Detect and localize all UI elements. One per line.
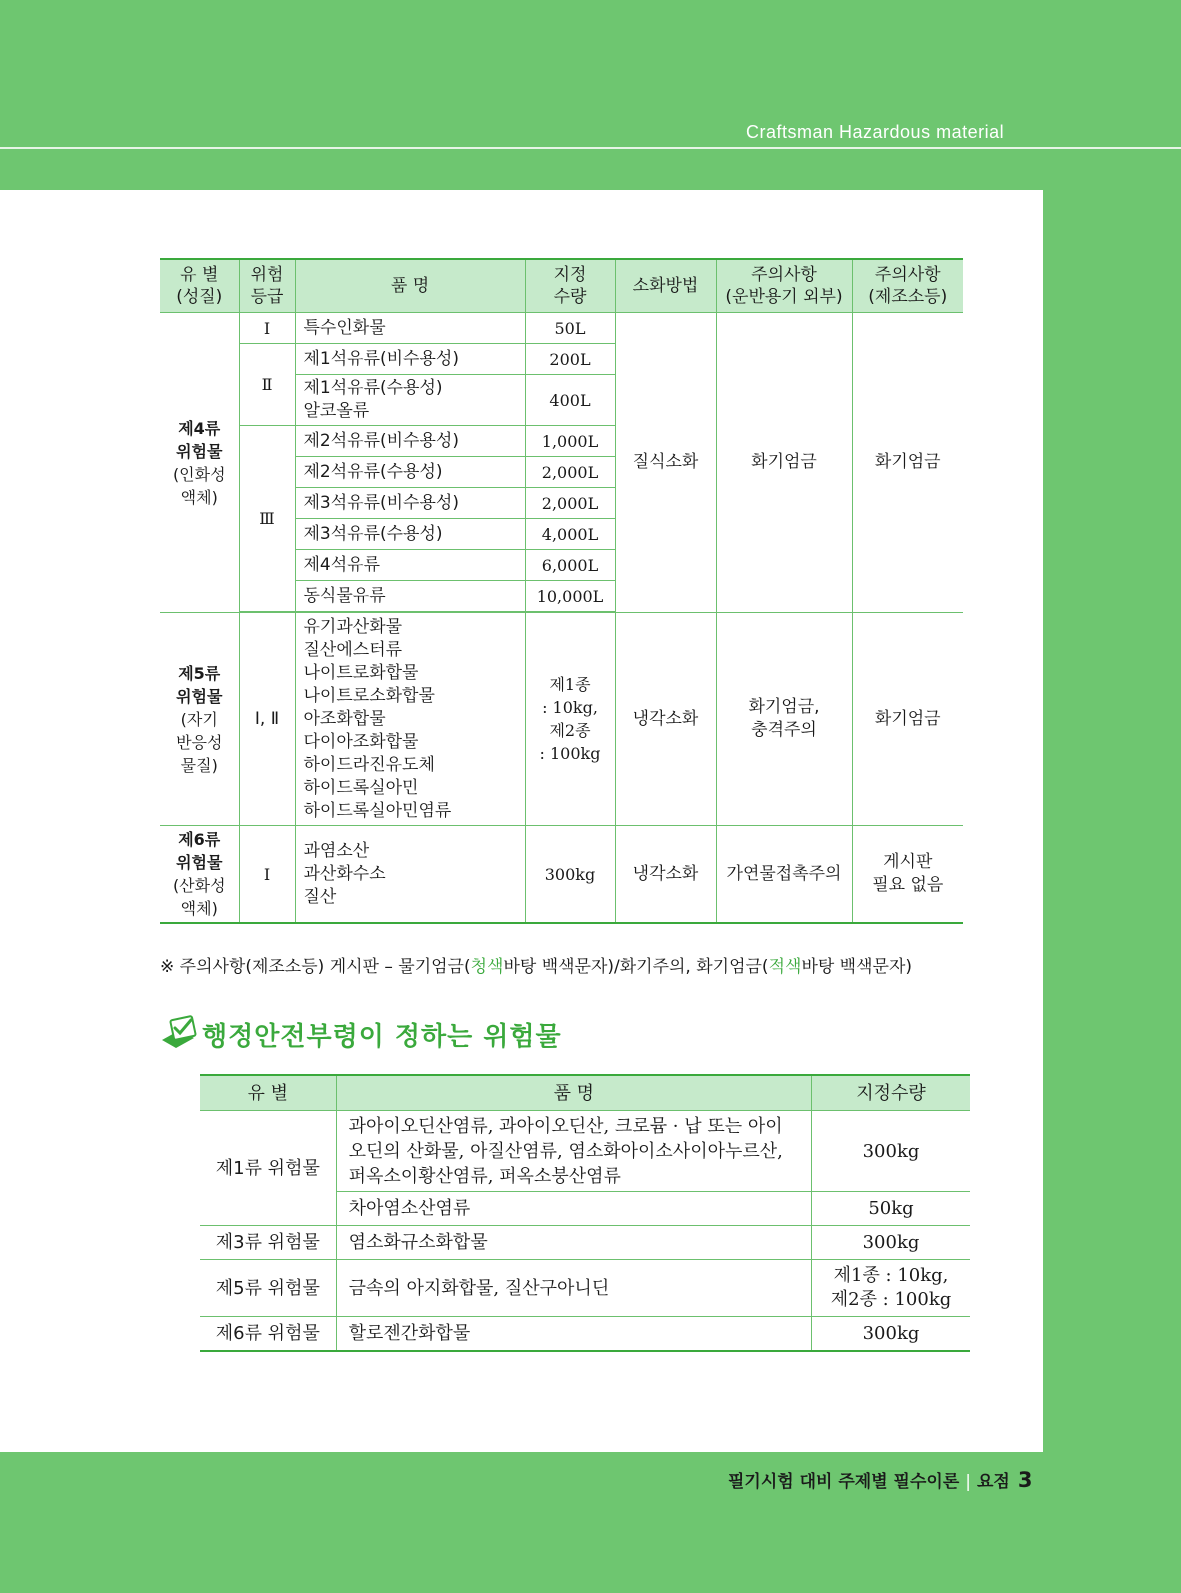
class-nature: (인화성 액체)	[172, 464, 226, 507]
item-name: 제3석유류(비수용성)	[295, 488, 525, 519]
class-name: 제6류 위험물	[176, 830, 223, 872]
note-text: 바탕 백색문자)/화기주의, 화기엄금(	[503, 957, 769, 977]
item-cell: 과아이오딘산염류, 과아이오딘산, 크로뮴 · 납 또는 아이 오딘의 산화물, 아질산염류, 염소화아이소사이아누르산, 퍼옥소이황산염류, 퍼옥소붕산염류	[336, 1111, 811, 1192]
item-name: 특수인화물	[295, 313, 525, 344]
note-highlight: 적색	[768, 957, 802, 977]
item-name: 유기과산화물 질산에스터류 나이트로화합물 나이트로소화합물 아조화합물 다이아조화합물 하이드라진유도체 하이드록실아민 하이드록실아민염류	[295, 613, 525, 826]
item-cell: 금속의 아지화합물, 질산구아니딘	[336, 1260, 811, 1317]
item-name: 제2석유류(비수용성)	[295, 426, 525, 457]
item-name: 제1석유류(비수용성)	[295, 344, 525, 375]
class-name: 제5류 위험물	[176, 663, 223, 706]
class-cell: 제5류 위험물	[200, 1260, 336, 1317]
item-qty: 400L	[525, 375, 615, 426]
header-subtitle: Craftsman Hazardous material	[746, 122, 1005, 142]
class-cell: 제6류 위험물	[200, 1317, 336, 1352]
table-row	[160, 826, 963, 924]
class-nature: (자기 반응성 물질)	[176, 709, 223, 775]
item-name: 제4석유류	[295, 550, 525, 581]
extinguish-cell: 냉각소화	[615, 613, 716, 826]
item-name: 제2석유류(수용성)	[295, 457, 525, 488]
page-footer	[728, 1467, 1032, 1492]
designated-hazard-table	[200, 1074, 970, 1352]
item-qty: 2,000L	[525, 457, 615, 488]
caution-facility-cell: 게시판 필요 없음	[852, 826, 963, 924]
page-sheet	[0, 190, 1043, 1452]
note-highlight: 청색	[470, 957, 504, 977]
item-name: 제1석유류(수용성) 알코올류	[295, 375, 525, 426]
item-name: 동식물유류	[295, 581, 525, 612]
item-qty: 4,000L	[525, 519, 615, 550]
note-text: ※ 주의사항(제조소등) 게시판 – 물기엄금(	[160, 957, 471, 977]
table-row	[200, 1111, 970, 1192]
hazard-class-table	[160, 258, 963, 924]
caution-facility-cell: 화기엄금	[852, 313, 963, 613]
item-qty: 제1종 : 10kg, 제2종 : 100kg	[525, 613, 615, 826]
footer-chapter: 요점	[976, 1472, 1010, 1492]
footer-title: 필기시험 대비 주제별 필수이론	[728, 1472, 960, 1492]
item-qty: 6,000L	[525, 550, 615, 581]
class5-cell	[160, 613, 239, 826]
item-qty: 300kg	[525, 826, 615, 924]
col-header: 소화방법	[615, 259, 716, 313]
header-rule	[0, 147, 1181, 149]
qty-cell: 300kg	[812, 1226, 970, 1260]
item-qty: 10,000L	[525, 581, 615, 612]
qty-cell: 300kg	[812, 1111, 970, 1192]
footer-divider: |	[965, 1472, 971, 1492]
col-header: 품 명	[295, 259, 525, 313]
item-qty: 200L	[525, 344, 615, 375]
caution-container-cell: 가연물접촉주의	[716, 826, 852, 924]
note-text: 바탕 백색문자)	[801, 957, 913, 977]
col-header: 지정수량	[812, 1075, 970, 1111]
class4-cell	[160, 313, 239, 613]
col-header: 지정 수량	[525, 259, 615, 313]
table-header-row	[200, 1075, 970, 1111]
item-cell: 차아염소산염류	[336, 1192, 811, 1226]
class-name: 제4류 위험물	[176, 418, 223, 461]
grade-cell: Ⅰ	[239, 313, 295, 344]
checklist-icon	[160, 1014, 200, 1050]
caution-facility-cell: 화기엄금	[852, 613, 963, 826]
col-header: 위험 등급	[239, 259, 295, 313]
section-title: 행정안전부령이 정하는 위험물	[202, 1022, 562, 1052]
item-qty: 50L	[525, 313, 615, 344]
caution-container-cell: 화기엄금, 충격주의	[716, 613, 852, 826]
class-nature: (산화성 액체)	[172, 876, 226, 918]
table-row	[160, 313, 963, 344]
page-number: 3	[1017, 1468, 1033, 1492]
class6-cell	[160, 826, 239, 924]
grade-cell: Ⅲ	[239, 426, 295, 612]
table-header-row	[160, 259, 963, 313]
qty-cell: 300kg	[812, 1317, 970, 1352]
table-row	[160, 613, 963, 826]
col-header: 품 명	[336, 1075, 811, 1111]
col-header: 유 별	[200, 1075, 336, 1111]
extinguish-cell: 냉각소화	[615, 826, 716, 924]
caution-note	[160, 952, 912, 977]
item-name: 제3석유류(수용성)	[295, 519, 525, 550]
qty-cell: 50kg	[812, 1192, 970, 1226]
col-header: 주의사항 (제조소등)	[852, 259, 963, 313]
grade-cell: Ⅰ, Ⅱ	[239, 613, 295, 826]
item-qty: 2,000L	[525, 488, 615, 519]
caution-container-cell: 화기엄금	[716, 313, 852, 613]
col-header: 유 별 (성질)	[160, 259, 239, 313]
extinguish-cell: 질식소화	[615, 313, 716, 613]
table-row	[200, 1260, 970, 1317]
grade-cell: Ⅰ	[239, 826, 295, 924]
qty-cell: 제1종 : 10kg, 제2종 : 100kg	[812, 1260, 970, 1317]
grade-cell: Ⅱ	[239, 344, 295, 426]
table-row	[200, 1226, 970, 1260]
col-header: 주의사항 (운반용기 외부)	[716, 259, 852, 313]
item-name: 과염소산 과산화수소 질산	[295, 826, 525, 924]
item-cell: 할로젠간화합물	[336, 1317, 811, 1352]
class-cell: 제1류 위험물	[200, 1111, 336, 1226]
table-row	[200, 1317, 970, 1352]
class-cell: 제3류 위험물	[200, 1226, 336, 1260]
item-qty: 1,000L	[525, 426, 615, 457]
item-cell: 염소화규소화합물	[336, 1226, 811, 1260]
